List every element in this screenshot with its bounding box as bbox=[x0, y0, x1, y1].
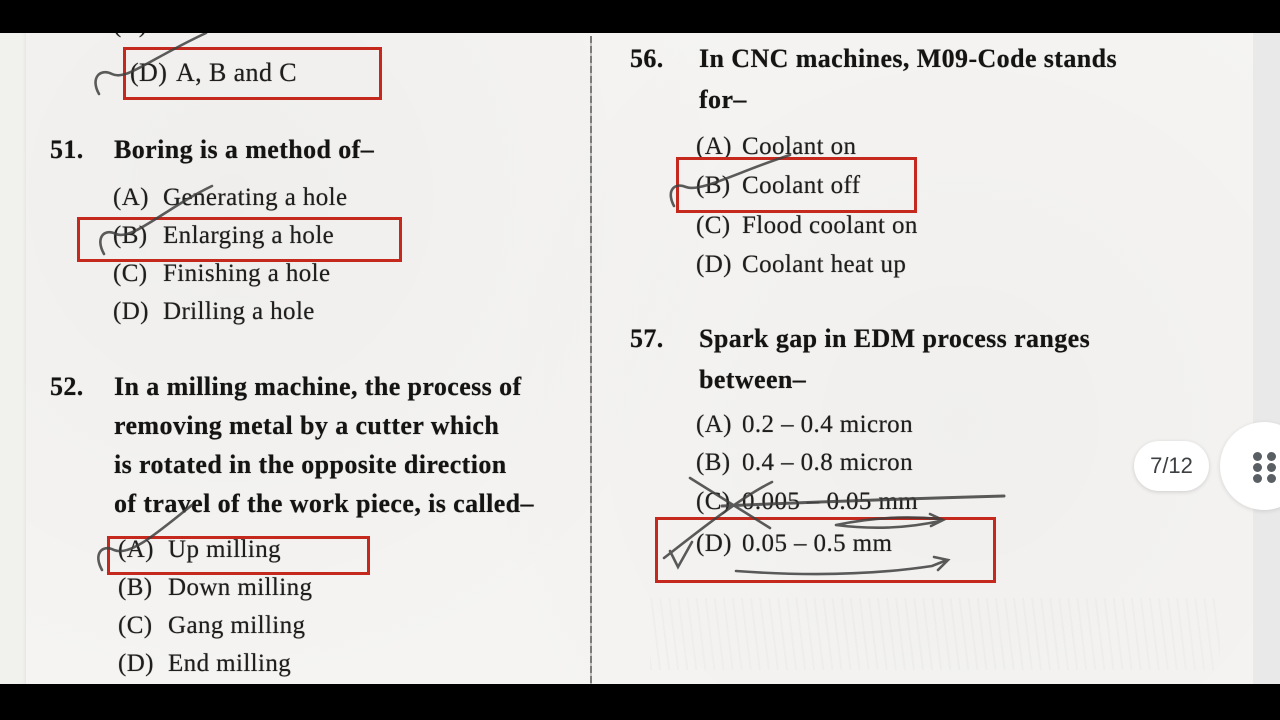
question-stem-line: of travel of the work piece, is called– bbox=[114, 489, 534, 518]
option-label: (A) bbox=[696, 411, 732, 438]
dot bbox=[1267, 474, 1276, 483]
option-label: (B) bbox=[696, 449, 731, 476]
answer-highlight-box bbox=[107, 536, 370, 575]
question-number: 56. bbox=[630, 44, 664, 73]
option-label: (D) bbox=[696, 530, 732, 557]
option-text: 0.2 – 0.4 micron bbox=[742, 411, 913, 438]
option-text: Finishing a hole bbox=[163, 260, 331, 287]
option-row bbox=[113, 259, 331, 289]
option-text: Drilling a hole bbox=[163, 298, 315, 325]
option-text: 0.4 – 0.8 micron bbox=[742, 449, 913, 476]
option-label: (D) bbox=[696, 251, 732, 278]
option-label: (C) bbox=[696, 212, 731, 239]
viewer-side-strip bbox=[1253, 33, 1280, 684]
option-text: Coolant off bbox=[742, 172, 861, 199]
option-text: A, B and C bbox=[176, 58, 297, 87]
option-label: (B) bbox=[113, 222, 148, 249]
option-label: (C) bbox=[696, 488, 731, 515]
question-stem-line: removing metal by a cutter which bbox=[114, 411, 500, 440]
option-text: Flood coolant on bbox=[742, 212, 918, 239]
option-text: 0.05 – 0.5 mm bbox=[742, 530, 893, 557]
top-letterbox-bar bbox=[0, 0, 1280, 33]
option-text: Coolant heat up bbox=[742, 251, 907, 278]
option-row bbox=[696, 448, 913, 478]
option-row bbox=[118, 573, 312, 603]
question-stem-line: In CNC machines, M09-Code stands bbox=[699, 44, 1117, 73]
page-indicator-text: 7/12 bbox=[1150, 453, 1193, 478]
option-text: End milling bbox=[168, 650, 292, 677]
option-row bbox=[118, 611, 305, 641]
option-row bbox=[696, 410, 913, 440]
option-text: Down milling bbox=[168, 574, 313, 601]
answer-highlight-box bbox=[676, 157, 917, 213]
question-stem-line: Spark gap in EDM process ranges bbox=[699, 324, 1091, 353]
option-text: Up milling bbox=[168, 536, 282, 563]
option-label: (A) bbox=[118, 536, 154, 563]
page-indicator-pill bbox=[1134, 441, 1209, 491]
answer-highlight-box bbox=[123, 47, 382, 100]
question-stem-line: between– bbox=[699, 365, 807, 394]
dot bbox=[1253, 452, 1262, 461]
grid-dots-icon[interactable] bbox=[1253, 452, 1276, 483]
option-row bbox=[113, 297, 315, 327]
option-text: Enlarging a hole bbox=[163, 222, 335, 249]
pencil-smudge-area bbox=[650, 598, 1220, 670]
option-label: (B) bbox=[118, 574, 153, 601]
option-label: (B) bbox=[696, 172, 731, 199]
question-number: 52. bbox=[50, 372, 84, 401]
column-divider bbox=[590, 36, 592, 684]
dot bbox=[1253, 463, 1262, 472]
dot bbox=[1267, 463, 1276, 472]
answer-highlight-box bbox=[77, 217, 402, 262]
option-text: 0.005 – 0.05 mm bbox=[742, 488, 919, 515]
option-label: (C) bbox=[113, 260, 148, 287]
option-row bbox=[118, 649, 291, 679]
dot bbox=[1267, 452, 1276, 461]
option-text: Gang milling bbox=[168, 612, 306, 639]
option-row bbox=[696, 250, 906, 280]
option-row bbox=[696, 487, 918, 517]
question-number: 51. bbox=[50, 135, 84, 164]
option-text: Coolant on bbox=[742, 133, 857, 160]
question-stem-line: is rotated in the opposite direction bbox=[114, 450, 507, 479]
page-left-edge bbox=[0, 33, 26, 684]
dot bbox=[1253, 474, 1262, 483]
option-label: (C) bbox=[118, 612, 153, 639]
option-row bbox=[696, 211, 918, 241]
question-number: 57. bbox=[630, 324, 664, 353]
question-stem-line: for– bbox=[699, 85, 747, 114]
option-label: (D) bbox=[130, 58, 168, 87]
option-label: (A) bbox=[113, 184, 149, 211]
answer-highlight-box bbox=[655, 517, 996, 583]
option-text: Generating a hole bbox=[163, 184, 348, 211]
question-stem-line: Boring is a method of– bbox=[114, 135, 375, 164]
option-label: (D) bbox=[113, 298, 149, 325]
option-label: (A) bbox=[696, 133, 732, 160]
option-label: (D) bbox=[118, 650, 154, 677]
question-stem-line: In a milling machine, the process of bbox=[114, 372, 522, 401]
bottom-letterbox-bar bbox=[0, 684, 1280, 720]
option-row bbox=[113, 183, 348, 213]
